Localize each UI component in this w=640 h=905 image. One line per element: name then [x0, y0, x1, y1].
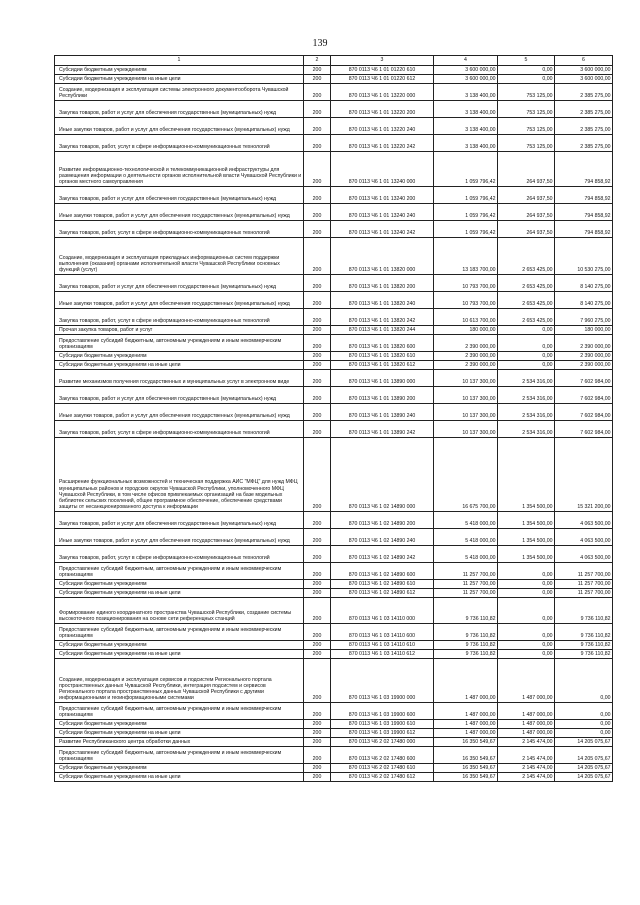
- table-row: [55, 404, 613, 421]
- row-amount-federal: 2 534 316,00: [498, 387, 555, 404]
- row-amount-total: 16 350 549,67: [434, 764, 498, 773]
- row-amount-federal: 2 653 425,00: [498, 238, 555, 275]
- row-amount-federal: 264 937,50: [498, 152, 555, 187]
- table-row: [55, 650, 613, 659]
- row-amount-total: 11 257 700,00: [434, 563, 498, 580]
- row-name: Субсидии бюджетным учреждениям: [55, 764, 304, 773]
- row-amount-total: 3 138 400,00: [434, 101, 498, 118]
- row-amount-republican: 9 736 110,82: [555, 641, 613, 650]
- row-ved: 200: [304, 238, 331, 275]
- row-ved: 200: [304, 101, 331, 118]
- row-code: 870 0113 Ч6 1 01 13820 000: [331, 238, 434, 275]
- row-code: 870 0113 Ч6 1 01 13220 240: [331, 118, 434, 135]
- table-row: [55, 580, 613, 589]
- row-amount-federal: 2 653 425,00: [498, 309, 555, 326]
- row-name: Развитие механизмов получения государственных и муниципальных услуг в электронном виде: [55, 370, 304, 387]
- row-amount-republican: 9 736 110,82: [555, 650, 613, 659]
- row-ved: 200: [304, 309, 331, 326]
- table-row: [55, 720, 613, 729]
- column-header: 1: [55, 56, 304, 66]
- row-amount-republican: 11 257 700,00: [555, 580, 613, 589]
- row-code: 870 0113 Ч6 1 02 14890 000: [331, 438, 434, 512]
- row-amount-republican: 14 205 075,67: [555, 764, 613, 773]
- row-code: 870 0113 Ч6 1 01 13890 200: [331, 387, 434, 404]
- row-amount-total: 10 137 300,00: [434, 421, 498, 438]
- row-code: 870 0113 Ч6 1 03 19900 000: [331, 659, 434, 703]
- row-ved: 200: [304, 641, 331, 650]
- table-row: [55, 221, 613, 238]
- row-code: 870 0113 Ч6 1 01 01220 612: [331, 75, 434, 84]
- table-row: [55, 764, 613, 773]
- row-name: Субсидии бюджетным учреждениям на иные цели: [55, 589, 304, 598]
- row-code: 870 0113 Ч6 1 01 13240 200: [331, 187, 434, 204]
- table-row: [55, 326, 613, 335]
- row-ved: 200: [304, 135, 331, 152]
- row-amount-total: 180 000,00: [434, 326, 498, 335]
- table-row: [55, 118, 613, 135]
- row-code: 870 0113 Ч6 1 01 13820 610: [331, 352, 434, 361]
- column-header: 6: [555, 56, 613, 66]
- table-row: [55, 187, 613, 204]
- row-amount-total: 9 736 110,82: [434, 624, 498, 641]
- row-amount-republican: 2 385 275,00: [555, 118, 613, 135]
- row-ved: 200: [304, 204, 331, 221]
- row-amount-republican: 3 600 000,00: [555, 66, 613, 75]
- row-amount-federal: 2 534 316,00: [498, 421, 555, 438]
- row-code: 870 0113 Ч6 1 02 14890 240: [331, 529, 434, 546]
- row-code: 870 0113 Ч6 1 02 14890 200: [331, 512, 434, 529]
- row-code: 870 0113 Ч6 1 01 13240 000: [331, 152, 434, 187]
- row-amount-federal: 0,00: [498, 335, 555, 352]
- row-amount-federal: 2 653 425,00: [498, 275, 555, 292]
- row-ved: 200: [304, 589, 331, 598]
- row-amount-total: 1 059 796,42: [434, 187, 498, 204]
- row-name: Предоставление субсидий бюджетным, автономным учреждениям и иным некоммерческим организациям: [55, 624, 304, 641]
- table-row: [55, 387, 613, 404]
- row-amount-federal: 1 354 500,00: [498, 512, 555, 529]
- table-row: [55, 275, 613, 292]
- row-name: Предоставление субсидий бюджетным, автономным учреждениям и иным некоммерческим организациям: [55, 563, 304, 580]
- row-amount-republican: 2 390 000,00: [555, 335, 613, 352]
- row-amount-federal: 2 534 316,00: [498, 404, 555, 421]
- row-amount-total: 11 257 700,00: [434, 580, 498, 589]
- row-amount-republican: 14 205 075,67: [555, 747, 613, 764]
- row-code: 870 0113 Ч6 1 02 14890 610: [331, 580, 434, 589]
- row-code: 870 0113 Ч6 1 01 13240 240: [331, 204, 434, 221]
- row-code: 870 0113 Ч6 1 02 14890 600: [331, 563, 434, 580]
- row-name: Субсидии бюджетным учреждениям на иные цели: [55, 75, 304, 84]
- row-amount-federal: 1 487 000,00: [498, 659, 555, 703]
- row-ved: 200: [304, 580, 331, 589]
- table-row: [55, 529, 613, 546]
- row-ved: 200: [304, 118, 331, 135]
- row-name: Закупка товаров, работ и услуг для обеспечения государственных (муниципальных) нужд: [55, 187, 304, 204]
- row-amount-republican: 794 858,92: [555, 204, 613, 221]
- row-code: 870 0113 Ч6 1 02 14890 612: [331, 589, 434, 598]
- row-code: 870 0113 Ч6 1 03 14110 610: [331, 641, 434, 650]
- row-amount-federal: 2 145 474,00: [498, 747, 555, 764]
- row-name: Формирование единого координатного пространства Чувашской Республики, создание системы высокоточного позиционирования на основе сети референцных станций: [55, 598, 304, 624]
- column-header: 2: [304, 56, 331, 66]
- table-row: [55, 204, 613, 221]
- row-name: Закупка товаров, работ и услуг для обеспечения государственных (муниципальных) нужд: [55, 512, 304, 529]
- row-code: 870 0113 Ч6 1 03 19900 610: [331, 720, 434, 729]
- row-amount-federal: 1 487 000,00: [498, 720, 555, 729]
- row-amount-total: 10 137 300,00: [434, 404, 498, 421]
- table-row: [55, 84, 613, 101]
- row-amount-total: 1 487 000,00: [434, 720, 498, 729]
- column-header: 5: [498, 56, 555, 66]
- row-amount-total: 3 138 400,00: [434, 84, 498, 101]
- row-amount-federal: 753 125,00: [498, 101, 555, 118]
- table-row: [55, 747, 613, 764]
- row-name: Предоставление субсидий бюджетным, автономным учреждениям и иным некоммерческим организациям: [55, 335, 304, 352]
- row-ved: 200: [304, 361, 331, 370]
- row-name: Создание, модернизация и эксплуатация сервисов и подсистем Регионального портала пространственных данных Чувашской Республики, интеграция подсистем и сервисов Регионального портала пространственных данных Чувашской Республики с другими информационными и геоинформационными системами: [55, 659, 304, 703]
- row-amount-federal: 2 653 425,00: [498, 292, 555, 309]
- row-amount-republican: 0,00: [555, 659, 613, 703]
- row-name: Закупка товаров, работ, услуг в сфере информационно-коммуникационных технологий: [55, 221, 304, 238]
- row-amount-federal: 264 937,50: [498, 221, 555, 238]
- row-amount-total: 10 793 700,00: [434, 275, 498, 292]
- row-amount-republican: 9 736 110,82: [555, 598, 613, 624]
- row-amount-federal: 753 125,00: [498, 84, 555, 101]
- table-row: [55, 512, 613, 529]
- row-ved: 200: [304, 720, 331, 729]
- row-amount-republican: 2 385 275,00: [555, 84, 613, 101]
- row-amount-total: 2 390 000,00: [434, 352, 498, 361]
- row-amount-total: 2 390 000,00: [434, 335, 498, 352]
- row-amount-republican: 0,00: [555, 729, 613, 738]
- row-ved: 200: [304, 598, 331, 624]
- row-ved: 200: [304, 738, 331, 747]
- row-amount-total: 11 257 700,00: [434, 589, 498, 598]
- row-amount-total: 1 487 000,00: [434, 729, 498, 738]
- row-amount-federal: 0,00: [498, 563, 555, 580]
- row-amount-federal: 0,00: [498, 75, 555, 84]
- row-amount-republican: 7 602 984,00: [555, 404, 613, 421]
- table-row: [55, 546, 613, 563]
- row-name: Закупка товаров, работ и услуг для обеспечения государственных (муниципальных) нужд: [55, 387, 304, 404]
- row-name: Иные закупки товаров, работ и услуг для обеспечения государственных (муниципальных) нужд: [55, 118, 304, 135]
- row-amount-total: 10 793 700,00: [434, 292, 498, 309]
- row-code: 870 0113 Ч6 2 02 17480 600: [331, 747, 434, 764]
- row-amount-federal: 0,00: [498, 361, 555, 370]
- table-row: [55, 624, 613, 641]
- row-ved: 200: [304, 773, 331, 782]
- row-amount-republican: 10 530 275,00: [555, 238, 613, 275]
- row-code: 870 0113 Ч6 1 01 13890 240: [331, 404, 434, 421]
- row-amount-republican: 4 063 500,00: [555, 512, 613, 529]
- table-row: [55, 135, 613, 152]
- row-amount-republican: 7 602 984,00: [555, 370, 613, 387]
- row-name: Субсидии бюджетным учреждениям: [55, 352, 304, 361]
- row-name: Субсидии бюджетным учреждениям на иные цели: [55, 650, 304, 659]
- row-ved: 200: [304, 624, 331, 641]
- row-name: Создание, модернизация и эксплуатация системы электронного документооборота Чувашской Республики: [55, 84, 304, 101]
- row-amount-republican: 3 600 000,00: [555, 75, 613, 84]
- row-amount-federal: 0,00: [498, 326, 555, 335]
- table-row: [55, 101, 613, 118]
- row-amount-total: 1 059 796,42: [434, 204, 498, 221]
- row-ved: 200: [304, 66, 331, 75]
- row-code: 870 0113 Ч6 1 01 13820 612: [331, 361, 434, 370]
- row-name: Иные закупки товаров, работ и услуг для обеспечения государственных (муниципальных) нужд: [55, 404, 304, 421]
- table-row: [55, 563, 613, 580]
- row-code: 870 0113 Ч6 1 01 13820 240: [331, 292, 434, 309]
- row-amount-federal: 0,00: [498, 641, 555, 650]
- row-ved: 200: [304, 512, 331, 529]
- row-code: 870 0113 Ч6 1 01 13240 242: [331, 221, 434, 238]
- row-amount-republican: 11 257 700,00: [555, 563, 613, 580]
- table-row: [55, 292, 613, 309]
- row-name: Закупка товаров, работ, услуг в сфере информационно-коммуникационных технологий: [55, 135, 304, 152]
- row-amount-federal: 0,00: [498, 580, 555, 589]
- row-amount-federal: 0,00: [498, 589, 555, 598]
- row-code: 870 0113 Ч6 1 03 19900 612: [331, 729, 434, 738]
- row-amount-total: 3 138 400,00: [434, 135, 498, 152]
- row-ved: 200: [304, 221, 331, 238]
- row-amount-federal: 1 354 500,00: [498, 529, 555, 546]
- row-amount-federal: 2 145 474,00: [498, 764, 555, 773]
- column-header: 4: [434, 56, 498, 66]
- row-ved: 200: [304, 764, 331, 773]
- row-name: Прочая закупка товаров, работ и услуг: [55, 326, 304, 335]
- row-name: Закупка товаров, работ, услуг в сфере информационно-коммуникационных технологий: [55, 309, 304, 326]
- row-name: Создание, модернизация и эксплуатация прикладных информационных систем поддержки выполнения (оказания) органами исполнительной власти Чувашской Республики основных функций (услуг): [55, 238, 304, 275]
- row-name: Иные закупки товаров, работ и услуг для обеспечения государственных (муниципальных) нужд: [55, 529, 304, 546]
- table-row: [55, 66, 613, 75]
- table-row: [55, 309, 613, 326]
- row-ved: 200: [304, 703, 331, 720]
- row-amount-total: 10 137 300,00: [434, 387, 498, 404]
- table-row: [55, 641, 613, 650]
- row-name: Иные закупки товаров, работ и услуг для обеспечения государственных (муниципальных) нужд: [55, 292, 304, 309]
- row-amount-federal: 0,00: [498, 598, 555, 624]
- table-row: [55, 335, 613, 352]
- row-ved: 200: [304, 387, 331, 404]
- row-amount-republican: 7 602 984,00: [555, 421, 613, 438]
- row-amount-total: 5 418 000,00: [434, 512, 498, 529]
- row-code: 870 0113 Ч6 1 02 14890 242: [331, 546, 434, 563]
- row-code: 870 0113 Ч6 2 02 17480 610: [331, 764, 434, 773]
- row-amount-republican: 4 063 500,00: [555, 546, 613, 563]
- row-amount-total: 1 059 796,42: [434, 152, 498, 187]
- table-row: [55, 659, 613, 703]
- row-ved: 200: [304, 187, 331, 204]
- row-amount-federal: 2 145 474,00: [498, 738, 555, 747]
- row-amount-federal: 0,00: [498, 624, 555, 641]
- row-ved: 200: [304, 421, 331, 438]
- row-name: Закупка товаров, работ и услуг для обеспечения государственных (муниципальных) нужд: [55, 275, 304, 292]
- row-name: Субсидии бюджетным учреждениям на иные цели: [55, 773, 304, 782]
- row-amount-total: 13 183 700,00: [434, 238, 498, 275]
- row-name: Предоставление субсидий бюджетным, автономным учреждениям и иным некоммерческим организациям: [55, 703, 304, 720]
- row-ved: 200: [304, 152, 331, 187]
- row-name: Субсидии бюджетным учреждениям на иные цели: [55, 729, 304, 738]
- row-amount-total: 16 350 549,67: [434, 747, 498, 764]
- row-ved: 200: [304, 529, 331, 546]
- row-ved: 200: [304, 75, 331, 84]
- row-name: Субсидии бюджетным учреждениям: [55, 641, 304, 650]
- row-ved: 200: [304, 292, 331, 309]
- row-amount-federal: 1 487 000,00: [498, 729, 555, 738]
- row-ved: 200: [304, 650, 331, 659]
- row-code: 870 0113 Ч6 1 03 14110 000: [331, 598, 434, 624]
- row-code: 870 0113 Ч6 1 01 13220 200: [331, 101, 434, 118]
- row-amount-total: 3 600 000,00: [434, 66, 498, 75]
- table-row: [55, 238, 613, 275]
- row-ved: 200: [304, 335, 331, 352]
- table-row: [55, 598, 613, 624]
- row-amount-federal: 1 354 500,00: [498, 438, 555, 512]
- row-amount-federal: 264 937,50: [498, 204, 555, 221]
- row-ved: 200: [304, 747, 331, 764]
- row-name: Закупка товаров, работ, услуг в сфере информационно-коммуникационных технологий: [55, 546, 304, 563]
- table-row: [55, 152, 613, 187]
- row-name: Закупка товаров, работ, услуг в сфере информационно-коммуникационных технологий: [55, 421, 304, 438]
- row-amount-republican: 2 385 275,00: [555, 101, 613, 118]
- table-row: [55, 361, 613, 370]
- row-amount-republican: 794 858,92: [555, 187, 613, 204]
- row-amount-total: 1 059 796,42: [434, 221, 498, 238]
- table-row: [55, 773, 613, 782]
- table-row: [55, 589, 613, 598]
- row-amount-republican: 2 390 000,00: [555, 361, 613, 370]
- row-ved: 200: [304, 659, 331, 703]
- row-amount-total: 2 390 000,00: [434, 361, 498, 370]
- row-amount-republican: 7 602 984,00: [555, 387, 613, 404]
- row-amount-federal: 0,00: [498, 650, 555, 659]
- row-amount-republican: 11 257 700,00: [555, 589, 613, 598]
- row-name: Развитие Республиканского центра обработки данных: [55, 738, 304, 747]
- row-amount-republican: 794 858,92: [555, 221, 613, 238]
- table-row: [55, 729, 613, 738]
- row-amount-total: 10 613 700,00: [434, 309, 498, 326]
- table-row: [55, 703, 613, 720]
- row-code: 870 0113 Ч6 1 01 13890 242: [331, 421, 434, 438]
- row-amount-total: 5 418 000,00: [434, 546, 498, 563]
- row-name: Субсидии бюджетным учреждениям: [55, 66, 304, 75]
- row-ved: 200: [304, 563, 331, 580]
- row-name: Иные закупки товаров, работ и услуг для обеспечения государственных (муниципальных) нужд: [55, 204, 304, 221]
- row-amount-federal: 753 125,00: [498, 118, 555, 135]
- row-ved: 200: [304, 84, 331, 101]
- row-amount-federal: 0,00: [498, 66, 555, 75]
- row-code: 870 0113 Ч6 1 01 13220 242: [331, 135, 434, 152]
- page-number: 139: [312, 38, 328, 49]
- row-ved: 200: [304, 352, 331, 361]
- row-amount-total: 1 487 000,00: [434, 703, 498, 720]
- row-name: Развитие информационно-технологической и телекоммуникационной инфраструктуры для размещения информации о деятельности органов исполнительной власти Чувашской Республики и органов местного самоуправления: [55, 152, 304, 187]
- row-code: 870 0113 Ч6 1 03 19900 600: [331, 703, 434, 720]
- row-amount-republican: 0,00: [555, 703, 613, 720]
- row-ved: 200: [304, 370, 331, 387]
- row-ved: 200: [304, 326, 331, 335]
- row-amount-total: 3 138 400,00: [434, 118, 498, 135]
- column-header: 3: [331, 56, 434, 66]
- row-code: 870 0113 Ч6 1 01 01220 610: [331, 66, 434, 75]
- row-code: 870 0113 Ч6 2 02 17480 000: [331, 738, 434, 747]
- row-amount-total: 3 600 000,00: [434, 75, 498, 84]
- row-ved: 200: [304, 404, 331, 421]
- row-amount-republican: 9 736 110,82: [555, 624, 613, 641]
- table-row: [55, 370, 613, 387]
- row-amount-republican: 15 321 200,00: [555, 438, 613, 512]
- row-code: 870 0113 Ч6 1 01 13820 600: [331, 335, 434, 352]
- row-ved: 200: [304, 546, 331, 563]
- row-amount-republican: 2 385 275,00: [555, 135, 613, 152]
- row-amount-federal: 2 145 474,00: [498, 773, 555, 782]
- row-code: 870 0113 Ч6 1 01 13890 000: [331, 370, 434, 387]
- row-amount-republican: 2 390 000,00: [555, 352, 613, 361]
- row-amount-total: 16 675 700,00: [434, 438, 498, 512]
- row-amount-federal: 264 937,50: [498, 187, 555, 204]
- table-row: [55, 352, 613, 361]
- row-name: Субсидии бюджетным учреждениям: [55, 720, 304, 729]
- row-code: 870 0113 Ч6 1 01 13220 000: [331, 84, 434, 101]
- row-amount-republican: 14 205 075,67: [555, 738, 613, 747]
- row-amount-republican: 14 205 075,67: [555, 773, 613, 782]
- row-amount-total: 9 736 110,82: [434, 650, 498, 659]
- row-name: Предоставление субсидий бюджетным, автономным учреждениям и иным некоммерческим организациям: [55, 747, 304, 764]
- row-ved: 200: [304, 438, 331, 512]
- budget-table: [54, 55, 613, 782]
- row-amount-total: 1 487 000,00: [434, 659, 498, 703]
- row-code: 870 0113 Ч6 1 03 14110 612: [331, 650, 434, 659]
- row-ved: 200: [304, 729, 331, 738]
- row-amount-republican: 8 140 275,00: [555, 275, 613, 292]
- row-amount-federal: 2 534 316,00: [498, 370, 555, 387]
- row-amount-federal: 753 125,00: [498, 135, 555, 152]
- row-amount-federal: 1 354 500,00: [498, 546, 555, 563]
- row-code: 870 0113 Ч6 1 01 13820 244: [331, 326, 434, 335]
- row-amount-total: 16 350 549,67: [434, 773, 498, 782]
- table-header-row: [55, 56, 613, 66]
- row-code: 870 0113 Ч6 2 02 17480 612: [331, 773, 434, 782]
- row-amount-federal: 1 487 000,00: [498, 703, 555, 720]
- row-amount-total: 16 350 549,67: [434, 738, 498, 747]
- row-code: 870 0113 Ч6 1 01 13820 242: [331, 309, 434, 326]
- row-amount-federal: 0,00: [498, 352, 555, 361]
- row-name: Закупка товаров, работ и услуг для обеспечения государственных (муниципальных) нужд: [55, 101, 304, 118]
- row-amount-total: 10 137 300,00: [434, 370, 498, 387]
- row-amount-total: 9 736 110,82: [434, 598, 498, 624]
- row-name: Расширение функциональных возможностей и техническая поддержка АИС "МФЦ" для нужд МФЦ муниципальных районов и городских округов Чувашской Республики, уполномоченного МФЦ Чувашской Республики, в том числе офисов привлекаемых организаций на базе модельных библиотек сельских поселений, общее программное обеспечение, обеспечение средствами защиты от несанкционированного доступа к информации: [55, 438, 304, 512]
- row-amount-republican: 8 140 275,00: [555, 292, 613, 309]
- row-ved: 200: [304, 275, 331, 292]
- row-amount-total: 5 418 000,00: [434, 529, 498, 546]
- row-amount-republican: 4 063 500,00: [555, 529, 613, 546]
- table-row: [55, 738, 613, 747]
- row-amount-republican: 180 000,00: [555, 326, 613, 335]
- row-amount-republican: 7 960 275,00: [555, 309, 613, 326]
- row-name: Субсидии бюджетным учреждениям: [55, 580, 304, 589]
- row-name: Субсидии бюджетным учреждениям на иные цели: [55, 361, 304, 370]
- table-row: [55, 75, 613, 84]
- row-amount-total: 9 736 110,82: [434, 641, 498, 650]
- row-code: 870 0113 Ч6 1 03 14110 600: [331, 624, 434, 641]
- row-amount-republican: 0,00: [555, 720, 613, 729]
- table-row: [55, 421, 613, 438]
- row-code: 870 0113 Ч6 1 01 13820 200: [331, 275, 434, 292]
- row-amount-republican: 794 858,92: [555, 152, 613, 187]
- table-row: [55, 438, 613, 512]
